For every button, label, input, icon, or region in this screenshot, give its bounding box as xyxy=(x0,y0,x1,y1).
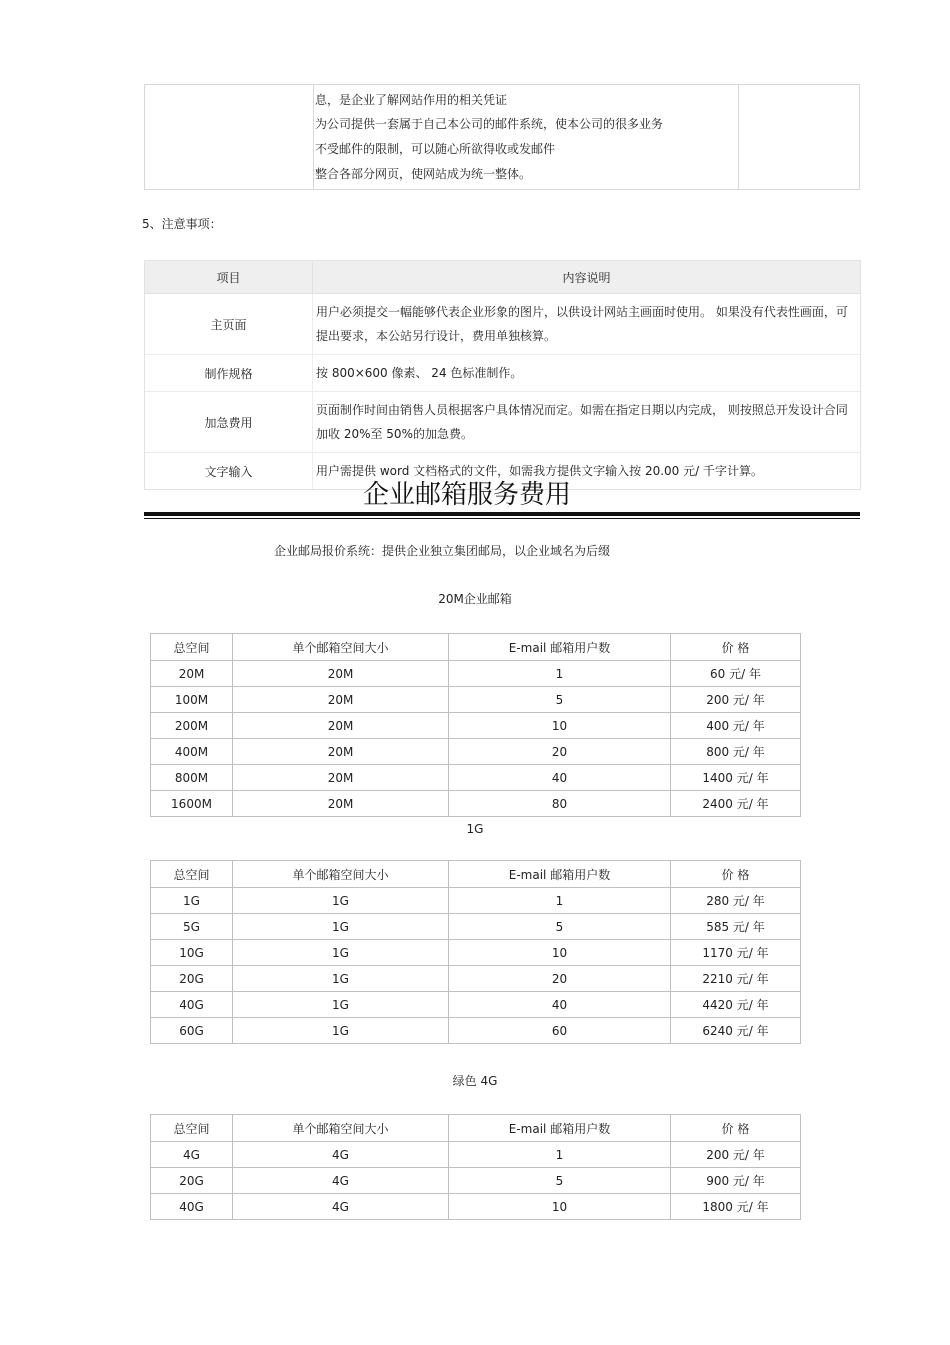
continuation-line: 息，是企业了解网站作用的相关凭证 xyxy=(315,93,508,107)
table-row xyxy=(151,992,801,1018)
cell: 20M xyxy=(233,661,449,687)
notes-header-item: 项目 xyxy=(145,261,313,294)
cell: 1G xyxy=(233,1018,449,1044)
cell: 1400 元/ 年 xyxy=(671,765,801,791)
col-header: E-mail 邮箱用户数 xyxy=(449,861,671,888)
price-table-20m xyxy=(150,633,801,817)
table-row xyxy=(151,914,801,940)
cell: 4G xyxy=(233,1142,449,1168)
cell: 1G xyxy=(233,966,449,992)
cell: 1600M xyxy=(151,791,233,817)
title-rule-thick xyxy=(144,512,860,516)
continuation-line: 整合各部分网页，使网站成为统一整体。 xyxy=(315,167,532,181)
cell: 5 xyxy=(449,1168,671,1194)
notes-desc: 用户必须提交一幅能够代表企业形象的图片，以供设计网站主画面时使用。 如果没有代表性画面，可提出要求，本公站另行设计，费用单独核算。 xyxy=(313,294,861,355)
col-header: 总空间 xyxy=(151,1115,233,1142)
cell: 80 xyxy=(449,791,671,817)
col-header: 价 格 xyxy=(671,634,801,661)
notes-row xyxy=(145,294,861,355)
cell: 1 xyxy=(449,661,671,687)
price-table-1g xyxy=(150,860,801,1044)
cell: 4G xyxy=(151,1142,233,1168)
notes-item: 文字输入 xyxy=(145,453,313,490)
notes-desc: 用户需提供 word 文档格式的文件，如需我方提供文字输入按 20.00 元/ 千字计算。 xyxy=(313,453,861,490)
cell: 20M xyxy=(233,687,449,713)
notes-header-desc: 内容说明 xyxy=(313,261,861,294)
notes-item: 制作规格 xyxy=(145,355,313,392)
cell: 40G xyxy=(151,1194,233,1220)
notes-item: 加急费用 xyxy=(145,392,313,453)
cell: 200 元/ 年 xyxy=(671,687,801,713)
cell: 100M xyxy=(151,687,233,713)
continuation-right-cell xyxy=(738,85,859,189)
notes-header-row xyxy=(145,261,861,294)
cell: 4420 元/ 年 xyxy=(671,992,801,1018)
cell: 20M xyxy=(233,739,449,765)
cell: 280 元/ 年 xyxy=(671,888,801,914)
col-header: 总空间 xyxy=(151,861,233,888)
col-header: 单个邮箱空间大小 xyxy=(233,861,449,888)
notes-desc: 页面制作时间由销售人员根据客户具体情况而定。如需在指定日期以内完成， 则按照总开发设计合同加收 20%至 50%的加急费。 xyxy=(313,392,861,453)
cell: 1G xyxy=(233,888,449,914)
price-table-4g xyxy=(150,1114,801,1220)
cell: 1G xyxy=(151,888,233,914)
cell: 1G xyxy=(233,992,449,1018)
cell: 1G xyxy=(233,940,449,966)
cell: 40G xyxy=(151,992,233,1018)
table-row xyxy=(151,765,801,791)
table-row xyxy=(151,1168,801,1194)
cell: 60G xyxy=(151,1018,233,1044)
col-header: 总空间 xyxy=(151,634,233,661)
notes-row xyxy=(145,392,861,453)
email-section-title: 企业邮箱服务费用 xyxy=(362,480,571,510)
cell: 20G xyxy=(151,1168,233,1194)
cell: 10 xyxy=(449,713,671,739)
table-caption: 1G xyxy=(466,822,484,836)
cell: 60 xyxy=(449,1018,671,1044)
table-row xyxy=(151,713,801,739)
cell: 400 元/ 年 xyxy=(671,713,801,739)
table-row xyxy=(151,687,801,713)
cell: 20G xyxy=(151,966,233,992)
cell: 400M xyxy=(151,739,233,765)
cell: 5G xyxy=(151,914,233,940)
table-caption: 绿色 4G xyxy=(452,1074,498,1088)
continuation-table xyxy=(144,84,860,190)
cell: 200M xyxy=(151,713,233,739)
cell: 20M xyxy=(233,791,449,817)
cell: 4G xyxy=(233,1194,449,1220)
cell: 40 xyxy=(449,992,671,1018)
continuation-left-cell xyxy=(145,85,314,189)
continuation-line: 不受邮件的限制，可以随心所欲得收或发邮件 xyxy=(315,142,556,156)
cell: 5 xyxy=(449,914,671,940)
col-header: 单个邮箱空间大小 xyxy=(233,634,449,661)
table-row xyxy=(151,940,801,966)
cell: 1G xyxy=(233,914,449,940)
table-row xyxy=(151,1142,801,1168)
notes-section-label: 5、注意事项： xyxy=(142,217,222,231)
cell: 20 xyxy=(449,739,671,765)
cell: 585 元/ 年 xyxy=(671,914,801,940)
cell: 900 元/ 年 xyxy=(671,1168,801,1194)
continuation-line: 为公司提供一套属于自己本公司的邮件系统，使本公司的很多业务 xyxy=(315,117,664,131)
cell: 40 xyxy=(449,765,671,791)
cell: 2400 元/ 年 xyxy=(671,791,801,817)
cell: 60 元/ 年 xyxy=(671,661,801,687)
cell: 20M xyxy=(233,713,449,739)
table-row xyxy=(151,888,801,914)
table-row xyxy=(151,1194,801,1220)
cell: 10G xyxy=(151,940,233,966)
col-header: E-mail 邮箱用户数 xyxy=(449,634,671,661)
cell: 4G xyxy=(233,1168,449,1194)
table-caption: 20M企业邮箱 xyxy=(438,592,512,606)
cell: 800 元/ 年 xyxy=(671,739,801,765)
price-header-row xyxy=(151,1115,801,1142)
table-row xyxy=(151,1018,801,1044)
notes-row xyxy=(145,355,861,392)
col-header: E-mail 邮箱用户数 xyxy=(449,1115,671,1142)
cell: 1170 元/ 年 xyxy=(671,940,801,966)
cell: 1 xyxy=(449,1142,671,1168)
table-row xyxy=(151,966,801,992)
price-header-row xyxy=(151,861,801,888)
cell: 10 xyxy=(449,940,671,966)
cell: 200 元/ 年 xyxy=(671,1142,801,1168)
cell: 1 xyxy=(449,888,671,914)
cell: 5 xyxy=(449,687,671,713)
email-intro: 企业邮局报价系统：提供企业独立集团邮局，以企业域名为后缀 xyxy=(274,544,611,558)
price-header-row xyxy=(151,634,801,661)
table-row xyxy=(151,661,801,687)
col-header: 价 格 xyxy=(671,861,801,888)
cell: 800M xyxy=(151,765,233,791)
table-row xyxy=(151,791,801,817)
cell: 1800 元/ 年 xyxy=(671,1194,801,1220)
cell: 6240 元/ 年 xyxy=(671,1018,801,1044)
title-rule-thin xyxy=(144,518,860,519)
cell: 10 xyxy=(449,1194,671,1220)
table-row xyxy=(151,739,801,765)
cell: 20M xyxy=(151,661,233,687)
notes-desc: 按 800×600 像素、 24 色标准制作。 xyxy=(313,355,861,392)
cell: 2210 元/ 年 xyxy=(671,966,801,992)
notes-table xyxy=(144,260,861,490)
col-header: 单个邮箱空间大小 xyxy=(233,1115,449,1142)
cell: 20 xyxy=(449,966,671,992)
notes-item: 主页面 xyxy=(145,294,313,355)
col-header: 价 格 xyxy=(671,1115,801,1142)
cell: 20M xyxy=(233,765,449,791)
